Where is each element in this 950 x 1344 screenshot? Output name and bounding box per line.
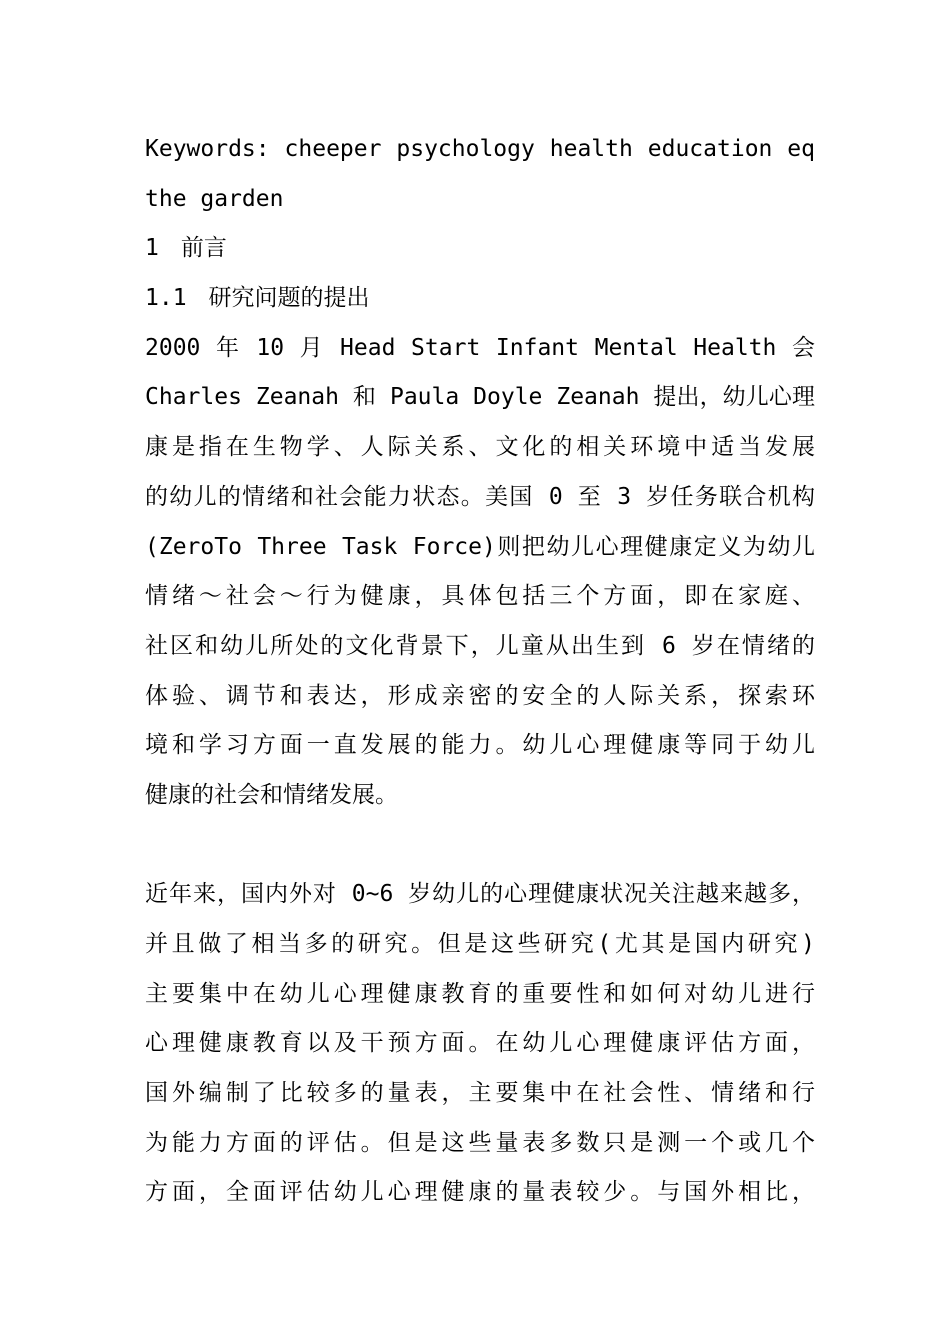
paragraph-line: 心理健康教育以及干预方面。在幼儿心理健康评估方面， [145, 1030, 815, 1057]
paragraph [145, 324, 815, 821]
section-title: 前言 [180, 235, 227, 262]
paragraph-line: 为能力方面的评估。但是这些量表多数只是测一个或几个 [145, 1129, 815, 1156]
paragraph-line: Charles Zeanah 和 Paula Doyle Zeanah 提出，幼儿心理 [145, 384, 815, 411]
paragraph-line: 境和学习方面一直发展的能力。幼儿心理健康等同于幼儿 [145, 732, 815, 759]
document-body [145, 125, 815, 1218]
paragraph-line: 康是指在生物学、人际关系、文化的相关环境中适当发展 [145, 434, 815, 461]
paragraph-line: 方面，全面评估幼儿心理健康的量表较少。与国外相比， [145, 1179, 815, 1206]
paragraph-line: 主要集中在幼儿心理健康教育的重要性和如何对幼儿进行 [145, 980, 815, 1007]
paragraph-line: 的幼儿的情绪和社会能力状态。美国 0 至 3 岁任务联合机构 [145, 483, 815, 510]
paragraph-line: 体验、调节和表达，形成亲密的安全的人际关系，探索环 [145, 682, 815, 709]
blank-line [145, 821, 815, 871]
paragraph-line: 健康的社会和情绪发展。 [145, 781, 398, 808]
subsection-title: 研究问题的提出 [208, 285, 370, 312]
section-heading [145, 224, 815, 274]
paragraph-line: (ZeroTo Three Task Force)则把幼儿心理健康定义为幼儿 [145, 533, 815, 560]
paragraph-line: 2000 年 10 月 Head Start Infant Mental Health 会 [145, 334, 815, 361]
paragraph-line: 国外编制了比较多的量表，主要集中在社会性、情绪和行 [145, 1080, 815, 1107]
subsection-number: 1.1 [145, 285, 187, 312]
keywords-line: Keywords: cheeper psychology health education eq [145, 136, 815, 162]
paragraph-line: 并且做了相当多的研究。但是这些研究(尤其是国内研究) [145, 931, 815, 957]
paragraph-line: 情绪～社会～行为健康，具体包括三个方面，即在家庭、 [145, 583, 815, 610]
keywords-line-continued: the garden [145, 185, 284, 212]
paragraph-line: 社区和幼儿所处的文化背景下，儿童从出生到 6 岁在情绪的 [145, 632, 815, 659]
section-number: 1 [145, 235, 159, 262]
paragraph-line: 近年来，国内外对 0~6 岁幼儿的心理健康状况关注越来越多， [145, 881, 815, 908]
subsection-heading [145, 274, 815, 324]
paragraph [145, 870, 815, 1218]
